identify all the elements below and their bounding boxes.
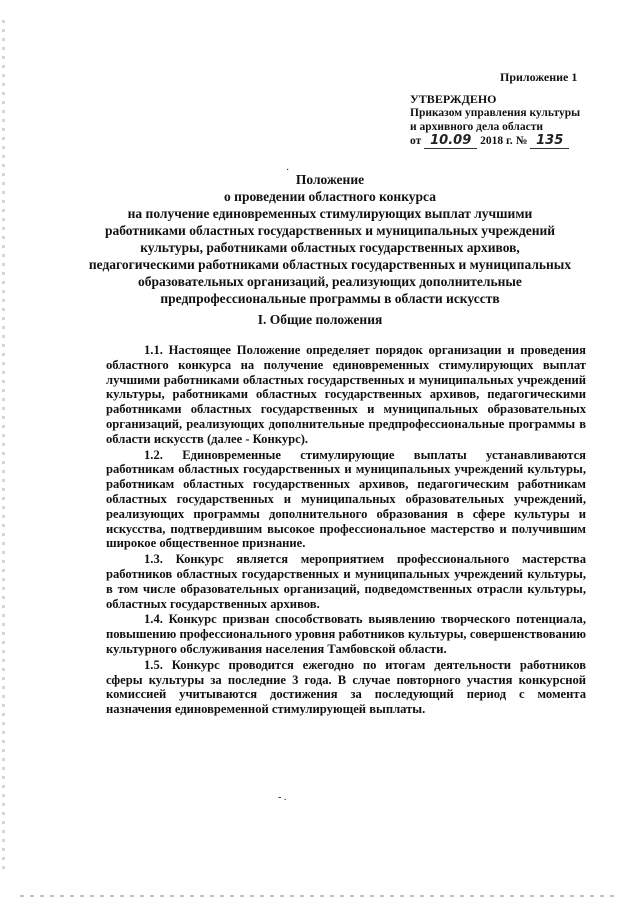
title-line: педагогическими работниками областных государственных и муниципальных (88, 257, 572, 272)
scan-bottom-artifact (20, 895, 620, 897)
order-line-1: Приказом управления культуры (410, 107, 581, 119)
handwritten-number: 135 (530, 134, 569, 149)
scan-dash: - . (278, 792, 287, 803)
title-line: предпрофессиональные программы в области искусств (160, 291, 500, 306)
title-line: работниками областных государственных и муниципальных учреждений (104, 223, 556, 238)
title-line: образовательных организаций, реализующих дополнительные (138, 274, 522, 289)
scan-edge-artifact (2, 20, 5, 870)
paragraph: 1.5. Конкурс проводится ежегодно по итогам деятельности работников сферы культуры за последние 3 года. В случае повторного участия конкурсной комиссией учитываются достижения за последующий период с момента назначения единовременной стимулирующей выплаты. (106, 657, 586, 717)
year-text: 2018 г. (480, 135, 513, 147)
paragraph: 1.3. Конкурс является мероприятием профессионального мастерства работников областных государственных и муниципальных учреждений культуры, в том числе образовательных организаций, подведомственных отрасли культуры, областных государственных архивов. (106, 552, 586, 611)
title-line: культуры, работниками областных государственных архивов, (140, 240, 520, 255)
document-body (106, 343, 586, 717)
approved-heading: УТВЕРЖДЕНО (410, 92, 497, 106)
order-date-line (410, 134, 610, 149)
paragraph: 1.1. Настоящее Положение определяет порядок организации и проведения областного конкурса на получение единовременных стимулирующих выплат лучшими работниками областных государственных и муниципальных учреждений культуры, работниками областных государственных архивов, педагогическими работниками областных государственных и муниципальных образовательных организаций, реализующих дополнительные предпрофессиональные программы в области искусств (далее - Конкурс). (106, 343, 586, 446)
date-prefix: от (410, 135, 422, 147)
paragraph: 1.4. Конкурс призван способствовать выявлению творческого потенциала, повышению профессионального уровня работников культуры, совершенствованию культурного обслуживания населения Тамбовской области. (106, 612, 586, 656)
appendix-label: Приложение 1 (500, 70, 578, 84)
paragraph: 1.2. Единовременные стимулирующие выплаты устанавливаются работникам областных государственных и муниципальных учреждений культуры, работникам областных государственных архивов, педагогическим работникам областных государственных и муниципальных образовательных учреждений, реализующих программы дополнительного образования в сфере культуры и искусства, подтвердившим высокое профессиональное мастерство и получившим широкое общественное признание. (106, 447, 586, 551)
order-line-2: и архивного дела области (410, 121, 543, 133)
title-line: Положение (295, 172, 365, 187)
approval-block (410, 92, 610, 149)
scan-dot: · (286, 165, 290, 176)
title-line: на получение единовременных стимулирующих выплат лучшими (127, 206, 533, 221)
title-line: о проведении областного конкурса (224, 189, 436, 204)
handwritten-date: 10.09 (424, 134, 477, 149)
number-prefix: № (515, 135, 528, 147)
document-title (60, 171, 600, 307)
section-heading: I. Общие положения (257, 312, 383, 327)
